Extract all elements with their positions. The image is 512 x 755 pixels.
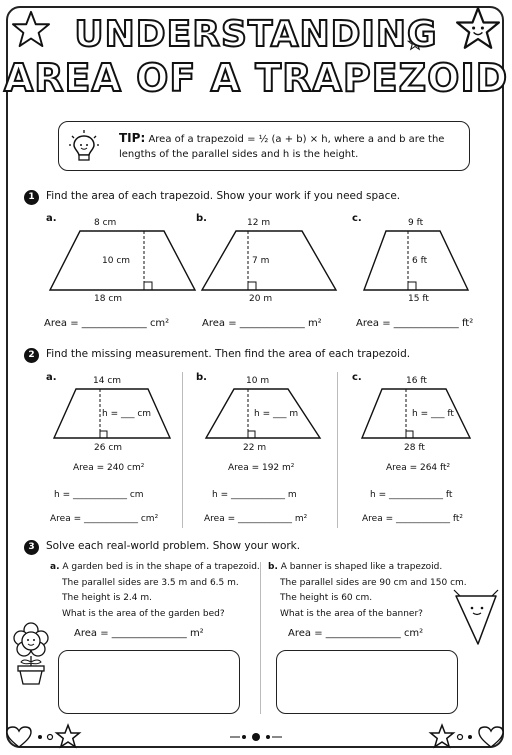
star-icon	[56, 724, 80, 748]
heart-icon	[6, 726, 32, 748]
h-unit: ft	[445, 490, 453, 500]
problem-1a-top: 8 cm	[94, 218, 117, 228]
dot-ornament	[456, 733, 476, 741]
h-label: h = ____________	[212, 490, 285, 500]
problem-2a-bottom: 26 cm	[94, 443, 123, 453]
problem-2a-letter: a.	[46, 372, 57, 383]
problem-1c-answer-field[interactable]	[356, 318, 473, 329]
tip-formula: Area of a trapezoid = ½ (a + b) × h, where a and b are the lengths of the parallel sides and h is the height.	[119, 134, 445, 160]
pennant-face-icon	[452, 586, 500, 646]
problem-2c-area-field[interactable]	[362, 514, 463, 524]
problem-2b-height: h = ___ m	[254, 409, 299, 419]
problem-2a-h-field[interactable]	[54, 490, 144, 500]
area-label: Area = ____________	[362, 514, 450, 524]
problem-3b-line: The height is 60 cm.	[280, 593, 373, 603]
column-divider	[337, 372, 338, 528]
problem-1a-answer-field[interactable]	[44, 318, 169, 329]
problem-2a-area-field[interactable]	[50, 514, 158, 524]
problem-2b-h-field[interactable]	[212, 490, 297, 500]
problem-3b-line: The parallel sides are 90 cm and 150 cm.	[280, 577, 467, 588]
problem-3a-line: The height is 2.4 m.	[62, 593, 152, 603]
problem-2c-given-area: Area = 264 ft²	[386, 463, 451, 473]
divider-ornament	[230, 730, 282, 744]
problem-3a-line: What is the area of the garden bed?	[62, 608, 225, 619]
tip-text	[119, 131, 464, 162]
problem-3a-line: The parallel sides are 3.5 m and 6.5 m.	[62, 577, 239, 588]
problem-1b-top: 12 m	[247, 218, 271, 228]
h-label: h = ____________	[370, 490, 443, 500]
area-label: Area = _____________	[44, 318, 147, 329]
problem-1a-bottom: 18 cm	[94, 294, 123, 304]
lightbulb-icon	[69, 130, 99, 164]
problem-3a-answer-field[interactable]	[74, 628, 204, 639]
flower-pot-icon	[10, 620, 52, 686]
section-2-number: 2	[24, 348, 39, 363]
problem-1c-top: 9 ft	[408, 218, 424, 228]
page-title-line1: UNDERSTANDING	[74, 14, 438, 55]
problem-2c-height: h = ___ ft	[412, 409, 454, 419]
problem-3b-line: What is the area of the banner?	[280, 608, 423, 619]
section-1-number: 1	[24, 190, 39, 205]
section-3-number: 3	[24, 540, 39, 555]
column-divider	[260, 562, 261, 714]
problem-3b-answer-field[interactable]	[288, 628, 423, 639]
problem-1b-answer-field[interactable]	[202, 318, 322, 329]
star-icon	[430, 724, 454, 748]
problem-1c-height: 6 ft	[412, 256, 428, 266]
problem-1b-letter: b.	[196, 213, 207, 224]
section-1-instruction: Find the area of each trapezoid. Show your work if you need space.	[46, 190, 401, 202]
area-unit: m²	[307, 318, 322, 329]
dot-ornament	[36, 733, 56, 741]
tip-box	[58, 121, 470, 171]
section-2-instruction: Find the missing measurement. Then find the area of each trapezoid.	[46, 348, 411, 360]
problem-2c-h-field[interactable]	[370, 490, 452, 500]
tip-label: TIP:	[119, 131, 146, 145]
area-unit: cm²	[149, 318, 170, 329]
problem-3b-text	[268, 560, 467, 622]
problem-1a-letter: a.	[46, 213, 57, 224]
problem-2b-bottom: 22 m	[243, 443, 267, 453]
problem-2c-bottom: 28 ft	[404, 443, 425, 453]
column-divider	[182, 372, 183, 528]
problem-1c-bottom: 15 ft	[408, 294, 429, 304]
page-title-line2: AREA OF A TRAPEZOID	[3, 56, 509, 100]
area-unit: cm²	[403, 628, 424, 639]
problem-2b-area-field[interactable]	[204, 514, 307, 524]
h-label: h = ____________	[54, 490, 127, 500]
area-unit: m²	[189, 628, 204, 639]
problem-2b-top: 10 m	[246, 376, 270, 386]
problem-2a-given-area: Area = 240 cm²	[73, 463, 145, 473]
problem-3a-letter: a.	[50, 562, 60, 572]
problem-2c-letter: c.	[352, 372, 362, 383]
problem-3b-line: A banner is shaped like a trapezoid.	[280, 562, 443, 572]
problem-3b-letter: b.	[268, 562, 278, 572]
problem-2c-top: 16 ft	[406, 376, 427, 386]
area-label: Area = _______________	[288, 628, 401, 639]
problem-3a-text	[50, 560, 260, 622]
problem-2a-height: h = ___ cm	[102, 409, 152, 419]
problem-2b-given-area: Area = 192 m²	[228, 463, 295, 473]
problem-1a-height: 10 cm	[102, 256, 131, 266]
area-unit: m²	[294, 514, 308, 524]
trapezoid-1b	[200, 230, 340, 292]
h-unit: m	[287, 490, 297, 500]
area-label: Area = _______________	[74, 628, 187, 639]
problem-3a-line: A garden bed is in the shape of a trapezoid.	[62, 562, 260, 572]
area-label: Area = ____________	[204, 514, 292, 524]
area-unit: ft²	[461, 318, 474, 329]
problem-1c-letter: c.	[352, 213, 362, 224]
problem-2b-letter: b.	[196, 372, 207, 383]
area-unit: cm²	[140, 514, 159, 524]
problem-2a-top: 14 cm	[93, 376, 122, 386]
area-label: Area = ____________	[50, 514, 138, 524]
heart-icon	[478, 726, 504, 748]
problem-1b-height: 7 m	[252, 256, 270, 266]
area-label: Area = _____________	[356, 318, 459, 329]
problem-1b-bottom: 20 m	[249, 294, 273, 304]
section-3-instruction: Solve each real-world problem. Show your work.	[46, 540, 301, 552]
h-unit: cm	[129, 490, 144, 500]
problem-3b-work-box[interactable]	[276, 650, 458, 714]
problem-3a-work-box[interactable]	[58, 650, 240, 714]
area-label: Area = _____________	[202, 318, 305, 329]
area-unit: ft²	[452, 514, 464, 524]
